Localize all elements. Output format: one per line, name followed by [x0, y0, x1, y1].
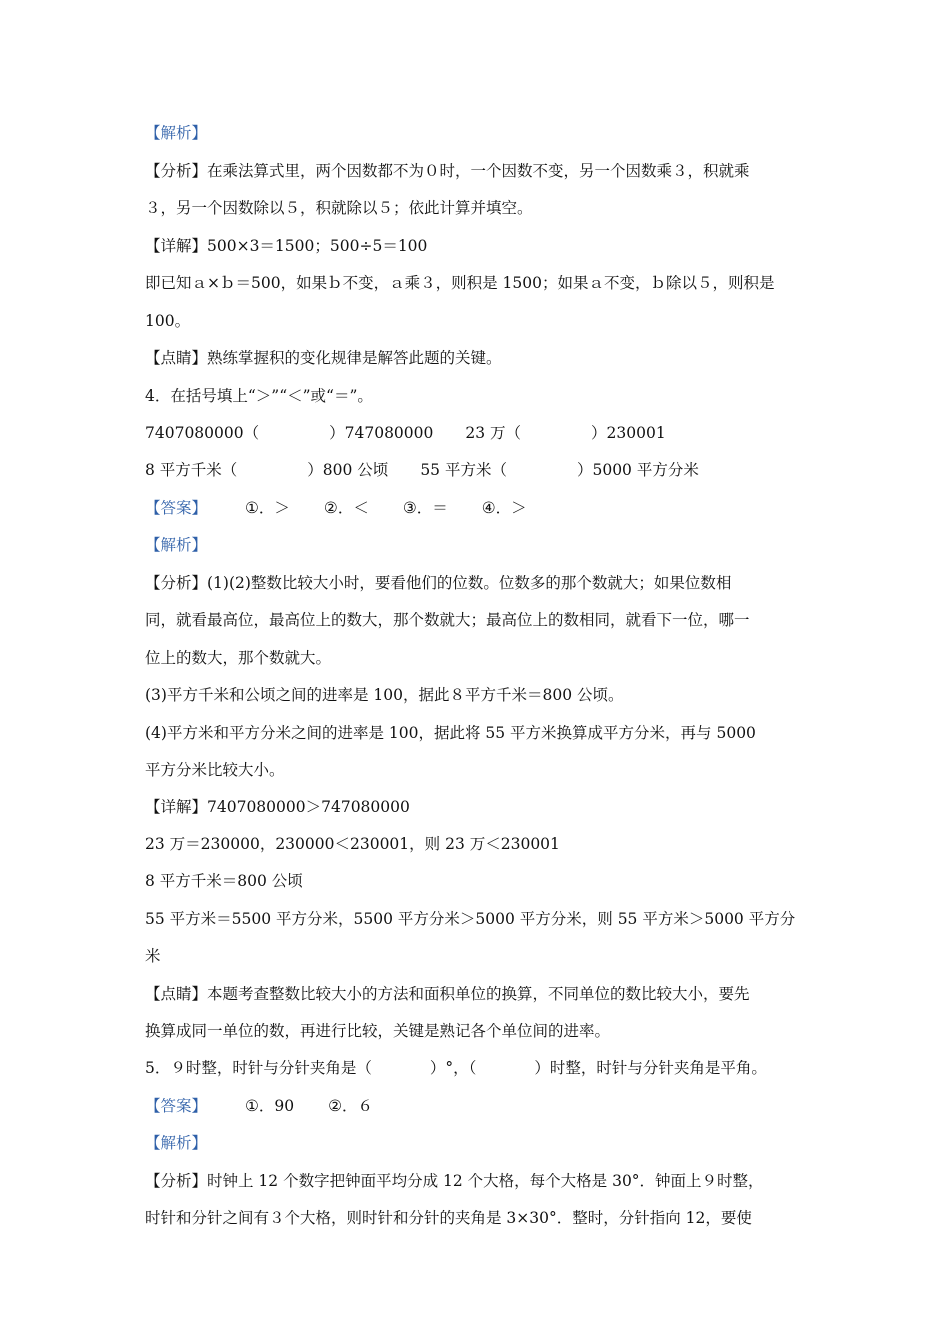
paragraph-line: 【点睛】熟练掌握积的变化规律是解答此题的关键。 [145, 349, 502, 367]
section-label-analysis: 【解析】 [145, 536, 208, 554]
blank-item: ）800 公顷 [307, 461, 389, 479]
answer-item: ①．90 [245, 1097, 295, 1115]
question-text: ）时整，时针与分针夹角是平角。 [534, 1059, 767, 1077]
paragraph-line: ３，另一个因数除以５，积就除以５；依此计算并填空。 [145, 199, 533, 217]
blank-item: 23 万（ [465, 424, 522, 442]
paragraph-line: 【分析】时钟上 12 个数字把钟面平均分成 12 个大格，每个大格是 30°．钟面上９时整， [145, 1172, 764, 1190]
blank-item: ）230001 [591, 424, 666, 442]
paragraph-line: (3)平方千米和公顷之间的进率是 100，据此８平方千米＝800 公顷。 [145, 686, 624, 704]
paragraph-line: 【详解】7407080000＞747080000 [145, 798, 410, 816]
paragraph-line: 100。 [145, 312, 191, 330]
blank-item: 55 平方米（ [420, 461, 507, 479]
paragraph-line: 【分析】在乘法算式里，两个因数都不为０时，一个因数不变，另一个因数乘３，积就乘 [145, 162, 750, 180]
question-4-row-1 [145, 423, 666, 443]
question-4-row-2 [145, 460, 699, 480]
question-4-title: 4．在括号填上“＞”“＜”或“＝”。 [145, 387, 373, 405]
question-5-title [145, 1058, 767, 1078]
paragraph-line: 米 [145, 947, 161, 965]
question-text: 5．９时整，时针与分针夹角是（ [145, 1059, 372, 1077]
paragraph-line: 平方分米比较大小。 [145, 761, 285, 779]
answer-item: ③．＝ [402, 499, 448, 517]
answer-row-q4 [145, 498, 527, 518]
answer-row-q5 [145, 1096, 373, 1116]
blank-item: ）5000 平方分米 [576, 461, 699, 479]
paragraph-line: 同，就看最高位，最高位上的数大，那个数就大；最高位上的数相同，就看下一位，哪一 [145, 611, 750, 629]
paragraph-line: 时针和分针之间有３个大格，则时针和分针的夹角是 3×30°．整时，分针指向 12，要使 [145, 1209, 752, 1227]
answer-item: ②．＜ [323, 499, 369, 517]
section-label-analysis: 【解析】 [145, 1134, 208, 1152]
section-label-analysis: 【解析】 [145, 124, 208, 142]
answer-item: ④．＞ [481, 499, 527, 517]
answer-item: ①．＞ [245, 499, 290, 517]
blank-item: 8 平方千米（ [145, 461, 238, 479]
blank-item: 7407080000（ [145, 424, 260, 442]
paragraph-line: 【详解】500×3＝1500；500÷5＝100 [145, 237, 428, 255]
section-label-answer: 【答案】 [145, 499, 208, 517]
paragraph-line: 8 平方千米＝800 公顷 [145, 872, 303, 890]
paragraph-line: 【点睛】本题考查整数比较大小的方法和面积单位的换算，不同单位的数比较大小，要先 [145, 985, 750, 1003]
paragraph-line: 23 万＝230000，230000＜230001，则 23 万＜230001 [145, 835, 560, 853]
paragraph-line: 位上的数大，那个数就大。 [145, 649, 332, 667]
answer-item: ②．６ [328, 1097, 374, 1115]
paragraph-line: 即已知ａ×ｂ＝500，如果ｂ不变，ａ乘３，则积是 1500；如果ａ不变，ｂ除以５，则积是 [145, 274, 775, 292]
section-label-answer: 【答案】 [145, 1097, 208, 1115]
paragraph-line: 55 平方米＝5500 平方分米，5500 平方分米＞5000 平方分米，则 55 平方米＞5000 平方分 [145, 910, 796, 928]
question-text: ）°，（ [429, 1059, 477, 1077]
paragraph-line: 换算成同一单位的数，再进行比较，关键是熟记各个单位间的进率。 [145, 1022, 611, 1040]
paragraph-line: (4)平方米和平方分米之间的进率是 100，据此将 55 平方米换算成平方分米，再与 5000 [145, 724, 756, 742]
blank-item: ）747080000 [329, 424, 434, 442]
paragraph-line: 【分析】(1)(2)整数比较大小时，要看他们的位数。位数多的那个数就大；如果位数相 [145, 574, 732, 592]
